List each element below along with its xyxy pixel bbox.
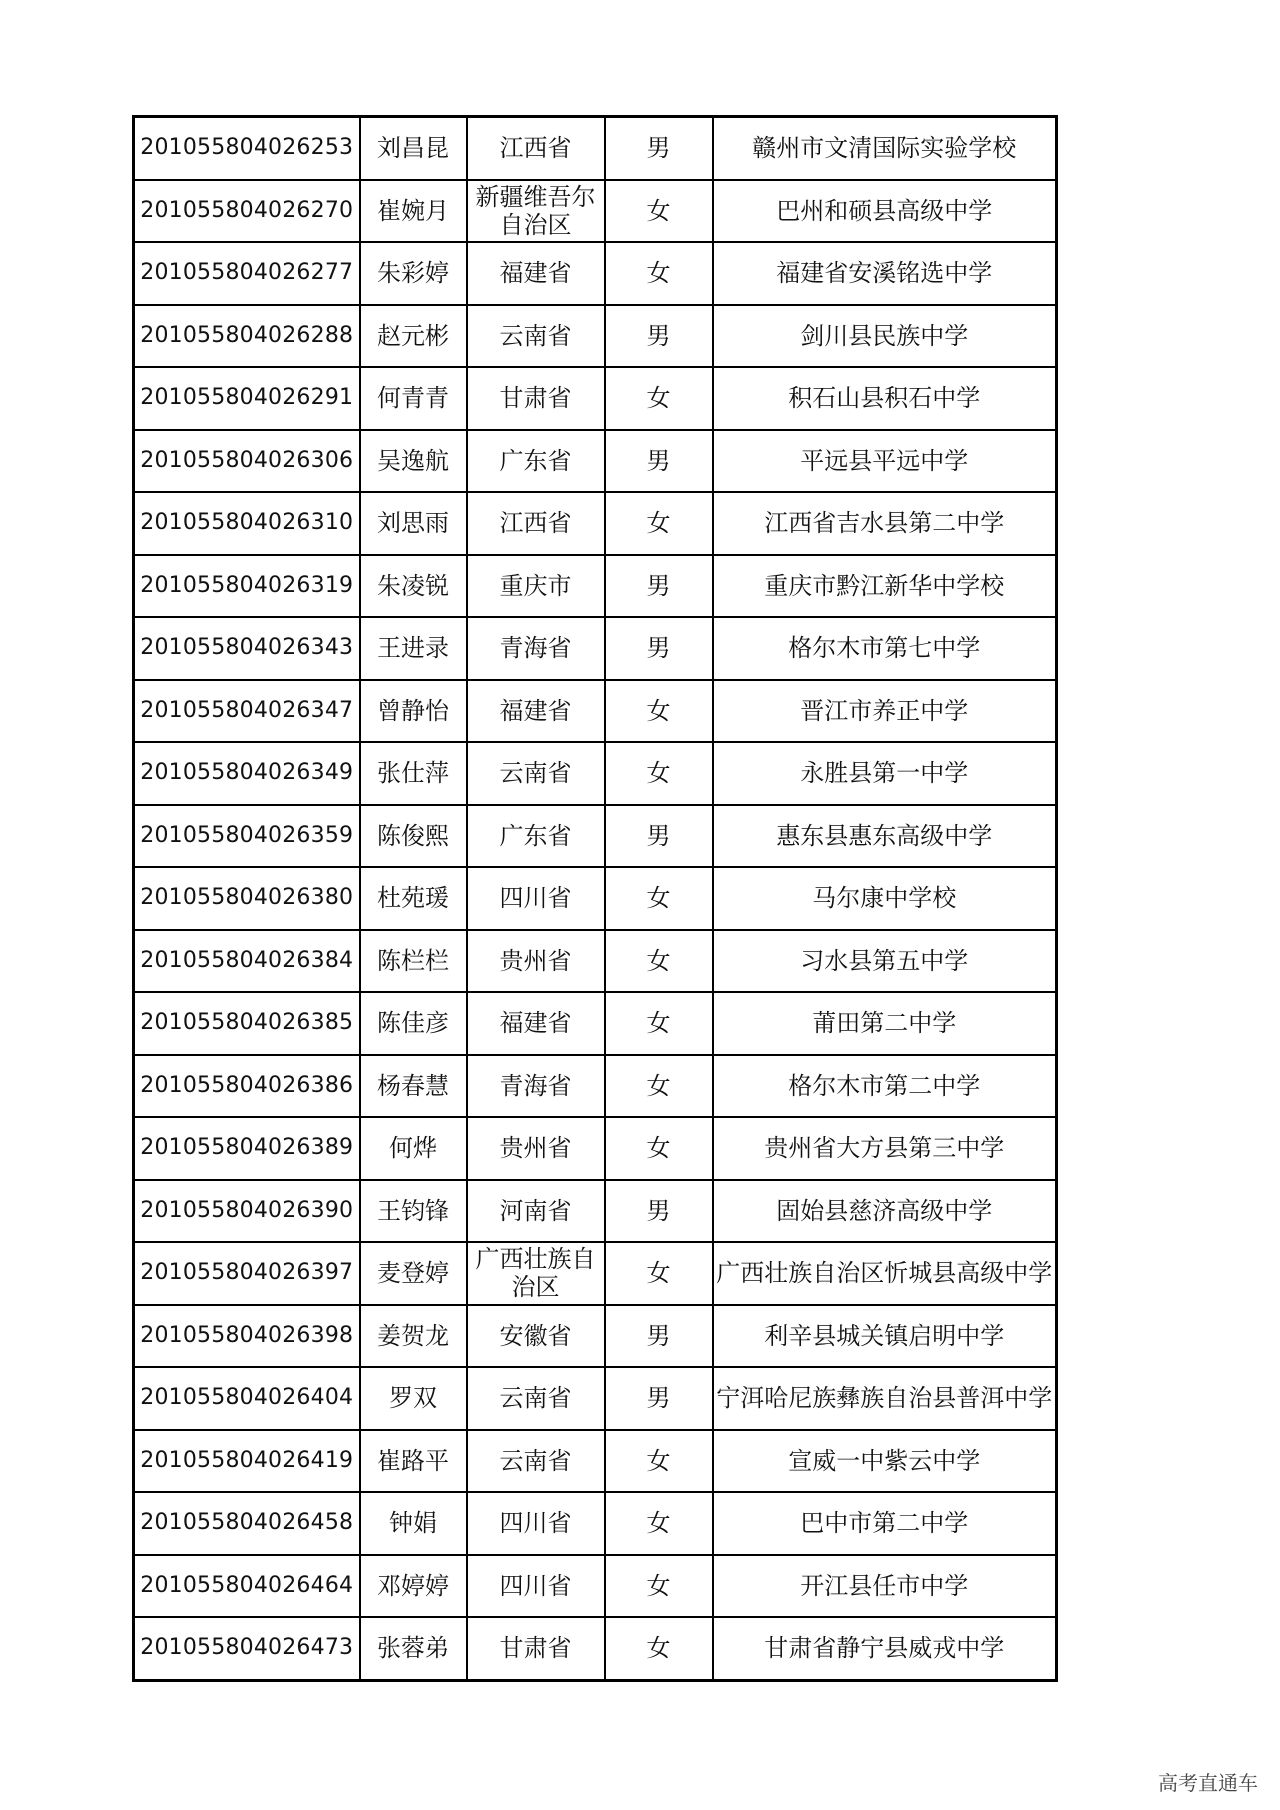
cell-gender: 男	[605, 617, 713, 680]
cell-province: 云南省	[467, 1367, 605, 1430]
cell-candidate-id: 201055804026384	[134, 930, 360, 993]
cell-candidate-id: 201055804026253	[134, 117, 360, 180]
cell-school: 利辛县城关镇启明中学	[713, 1305, 1057, 1368]
cell-candidate-id: 201055804026347	[134, 680, 360, 743]
cell-name: 崔婉月	[360, 180, 467, 243]
table-row	[134, 367, 1057, 430]
cell-province: 四川省	[467, 1555, 605, 1618]
cell-school: 福建省安溪铭选中学	[713, 242, 1057, 305]
cell-gender: 男	[605, 1180, 713, 1243]
cell-province: 四川省	[467, 867, 605, 930]
cell-province: 福建省	[467, 680, 605, 743]
table-row	[134, 1617, 1057, 1680]
cell-gender: 男	[605, 430, 713, 493]
cell-candidate-id: 201055804026473	[134, 1617, 360, 1680]
cell-candidate-id: 201055804026385	[134, 992, 360, 1055]
cell-province: 广东省	[467, 805, 605, 868]
cell-candidate-id: 201055804026291	[134, 367, 360, 430]
table-row	[134, 492, 1057, 555]
cell-school: 巴州和硕县高级中学	[713, 180, 1057, 243]
cell-name: 王进录	[360, 617, 467, 680]
cell-school: 马尔康中学校	[713, 867, 1057, 930]
cell-school: 剑川县民族中学	[713, 305, 1057, 368]
cell-gender: 男	[605, 1367, 713, 1430]
cell-school: 甘肃省静宁县威戎中学	[713, 1617, 1057, 1680]
cell-name: 刘昌昆	[360, 117, 467, 180]
cell-school: 巴中市第二中学	[713, 1492, 1057, 1555]
table-row	[134, 1367, 1057, 1430]
watermark-text: 高考直通车	[1158, 1771, 1258, 1795]
cell-province: 福建省	[467, 242, 605, 305]
cell-province: 甘肃省	[467, 367, 605, 430]
cell-name: 王钧锋	[360, 1180, 467, 1243]
cell-candidate-id: 201055804026419	[134, 1430, 360, 1493]
cell-province: 云南省	[467, 742, 605, 805]
cell-name: 何青青	[360, 367, 467, 430]
table-row	[134, 1430, 1057, 1493]
cell-name: 崔路平	[360, 1430, 467, 1493]
table-row	[134, 1180, 1057, 1243]
cell-gender: 女	[605, 1430, 713, 1493]
table-row	[134, 1305, 1057, 1368]
table-row	[134, 617, 1057, 680]
cell-province: 广东省	[467, 430, 605, 493]
cell-gender: 女	[605, 1617, 713, 1680]
cell-school: 平远县平远中学	[713, 430, 1057, 493]
table-row	[134, 992, 1057, 1055]
cell-gender: 女	[605, 930, 713, 993]
cell-name: 何烨	[360, 1117, 467, 1180]
cell-name: 刘思雨	[360, 492, 467, 555]
cell-gender: 女	[605, 367, 713, 430]
cell-gender: 男	[605, 1305, 713, 1368]
cell-school: 晋江市养正中学	[713, 680, 1057, 743]
cell-province: 江西省	[467, 117, 605, 180]
cell-name: 朱凌锐	[360, 555, 467, 618]
cell-school: 固始县慈济高级中学	[713, 1180, 1057, 1243]
cell-gender: 女	[605, 1492, 713, 1555]
cell-candidate-id: 201055804026310	[134, 492, 360, 555]
cell-name: 罗双	[360, 1367, 467, 1430]
table-row	[134, 1555, 1057, 1618]
table-row	[134, 1055, 1057, 1118]
table-row	[134, 680, 1057, 743]
cell-candidate-id: 201055804026277	[134, 242, 360, 305]
cell-province: 广西壮族自治区	[467, 1242, 605, 1305]
cell-school: 贵州省大方县第三中学	[713, 1117, 1057, 1180]
cell-candidate-id: 201055804026319	[134, 555, 360, 618]
cell-school: 格尔木市第七中学	[713, 617, 1057, 680]
roster-table	[132, 115, 1058, 1682]
cell-candidate-id: 201055804026386	[134, 1055, 360, 1118]
cell-name: 张仕萍	[360, 742, 467, 805]
cell-gender: 女	[605, 492, 713, 555]
cell-gender: 女	[605, 992, 713, 1055]
cell-school: 宁洱哈尼族彝族自治县普洱中学	[713, 1367, 1057, 1430]
cell-candidate-id: 201055804026390	[134, 1180, 360, 1243]
cell-candidate-id: 201055804026458	[134, 1492, 360, 1555]
cell-candidate-id: 201055804026270	[134, 180, 360, 243]
cell-name: 杜苑瑗	[360, 867, 467, 930]
table-row	[134, 1242, 1057, 1305]
cell-school: 开江县任市中学	[713, 1555, 1057, 1618]
cell-gender: 女	[605, 867, 713, 930]
cell-gender: 女	[605, 1242, 713, 1305]
roster-table-body	[134, 117, 1057, 1681]
cell-school: 格尔木市第二中学	[713, 1055, 1057, 1118]
table-row	[134, 1492, 1057, 1555]
cell-school: 永胜县第一中学	[713, 742, 1057, 805]
cell-province: 青海省	[467, 617, 605, 680]
cell-gender: 男	[605, 305, 713, 368]
table-row	[134, 242, 1057, 305]
cell-gender: 女	[605, 1117, 713, 1180]
cell-school: 广西壮族自治区忻城县高级中学	[713, 1242, 1057, 1305]
cell-gender: 女	[605, 1555, 713, 1618]
cell-gender: 女	[605, 680, 713, 743]
cell-gender: 女	[605, 742, 713, 805]
cell-candidate-id: 201055804026343	[134, 617, 360, 680]
cell-name: 陈佳彦	[360, 992, 467, 1055]
cell-province: 河南省	[467, 1180, 605, 1243]
cell-school: 积石山县积石中学	[713, 367, 1057, 430]
cell-candidate-id: 201055804026398	[134, 1305, 360, 1368]
cell-name: 曾静怡	[360, 680, 467, 743]
table-row	[134, 930, 1057, 993]
table-row	[134, 430, 1057, 493]
cell-candidate-id: 201055804026288	[134, 305, 360, 368]
cell-province: 青海省	[467, 1055, 605, 1118]
cell-province: 贵州省	[467, 930, 605, 993]
cell-province: 福建省	[467, 992, 605, 1055]
cell-province: 江西省	[467, 492, 605, 555]
cell-candidate-id: 201055804026397	[134, 1242, 360, 1305]
cell-school: 惠东县惠东高级中学	[713, 805, 1057, 868]
cell-name: 吴逸航	[360, 430, 467, 493]
cell-candidate-id: 201055804026349	[134, 742, 360, 805]
table-row	[134, 180, 1057, 243]
table-row	[134, 742, 1057, 805]
cell-candidate-id: 201055804026380	[134, 867, 360, 930]
cell-province: 四川省	[467, 1492, 605, 1555]
cell-name: 麦登婷	[360, 1242, 467, 1305]
table-row	[134, 555, 1057, 618]
cell-name: 朱彩婷	[360, 242, 467, 305]
cell-province: 贵州省	[467, 1117, 605, 1180]
table-row	[134, 117, 1057, 180]
cell-name: 张蓉弟	[360, 1617, 467, 1680]
cell-province: 云南省	[467, 305, 605, 368]
cell-candidate-id: 201055804026404	[134, 1367, 360, 1430]
cell-school: 宣威一中紫云中学	[713, 1430, 1057, 1493]
cell-candidate-id: 201055804026389	[134, 1117, 360, 1180]
cell-name: 陈栏栏	[360, 930, 467, 993]
cell-name: 赵元彬	[360, 305, 467, 368]
cell-school: 江西省吉水县第二中学	[713, 492, 1057, 555]
cell-name: 钟娟	[360, 1492, 467, 1555]
cell-gender: 男	[605, 117, 713, 180]
table-row	[134, 805, 1057, 868]
cell-school: 赣州市文清国际实验学校	[713, 117, 1057, 180]
cell-province: 云南省	[467, 1430, 605, 1493]
cell-candidate-id: 201055804026306	[134, 430, 360, 493]
cell-candidate-id: 201055804026464	[134, 1555, 360, 1618]
cell-gender: 女	[605, 242, 713, 305]
cell-name: 姜贺龙	[360, 1305, 467, 1368]
cell-province: 新疆维吾尔自治区	[467, 180, 605, 243]
cell-school: 习水县第五中学	[713, 930, 1057, 993]
cell-province: 甘肃省	[467, 1617, 605, 1680]
cell-gender: 女	[605, 1055, 713, 1118]
cell-school: 莆田第二中学	[713, 992, 1057, 1055]
cell-candidate-id: 201055804026359	[134, 805, 360, 868]
cell-name: 邓婷婷	[360, 1555, 467, 1618]
cell-name: 杨春慧	[360, 1055, 467, 1118]
table-row	[134, 1117, 1057, 1180]
cell-name: 陈俊熙	[360, 805, 467, 868]
table-row	[134, 867, 1057, 930]
cell-province: 重庆市	[467, 555, 605, 618]
cell-gender: 男	[605, 555, 713, 618]
cell-province: 安徽省	[467, 1305, 605, 1368]
table-row	[134, 305, 1057, 368]
cell-gender: 男	[605, 805, 713, 868]
cell-school: 重庆市黔江新华中学校	[713, 555, 1057, 618]
cell-gender: 女	[605, 180, 713, 243]
